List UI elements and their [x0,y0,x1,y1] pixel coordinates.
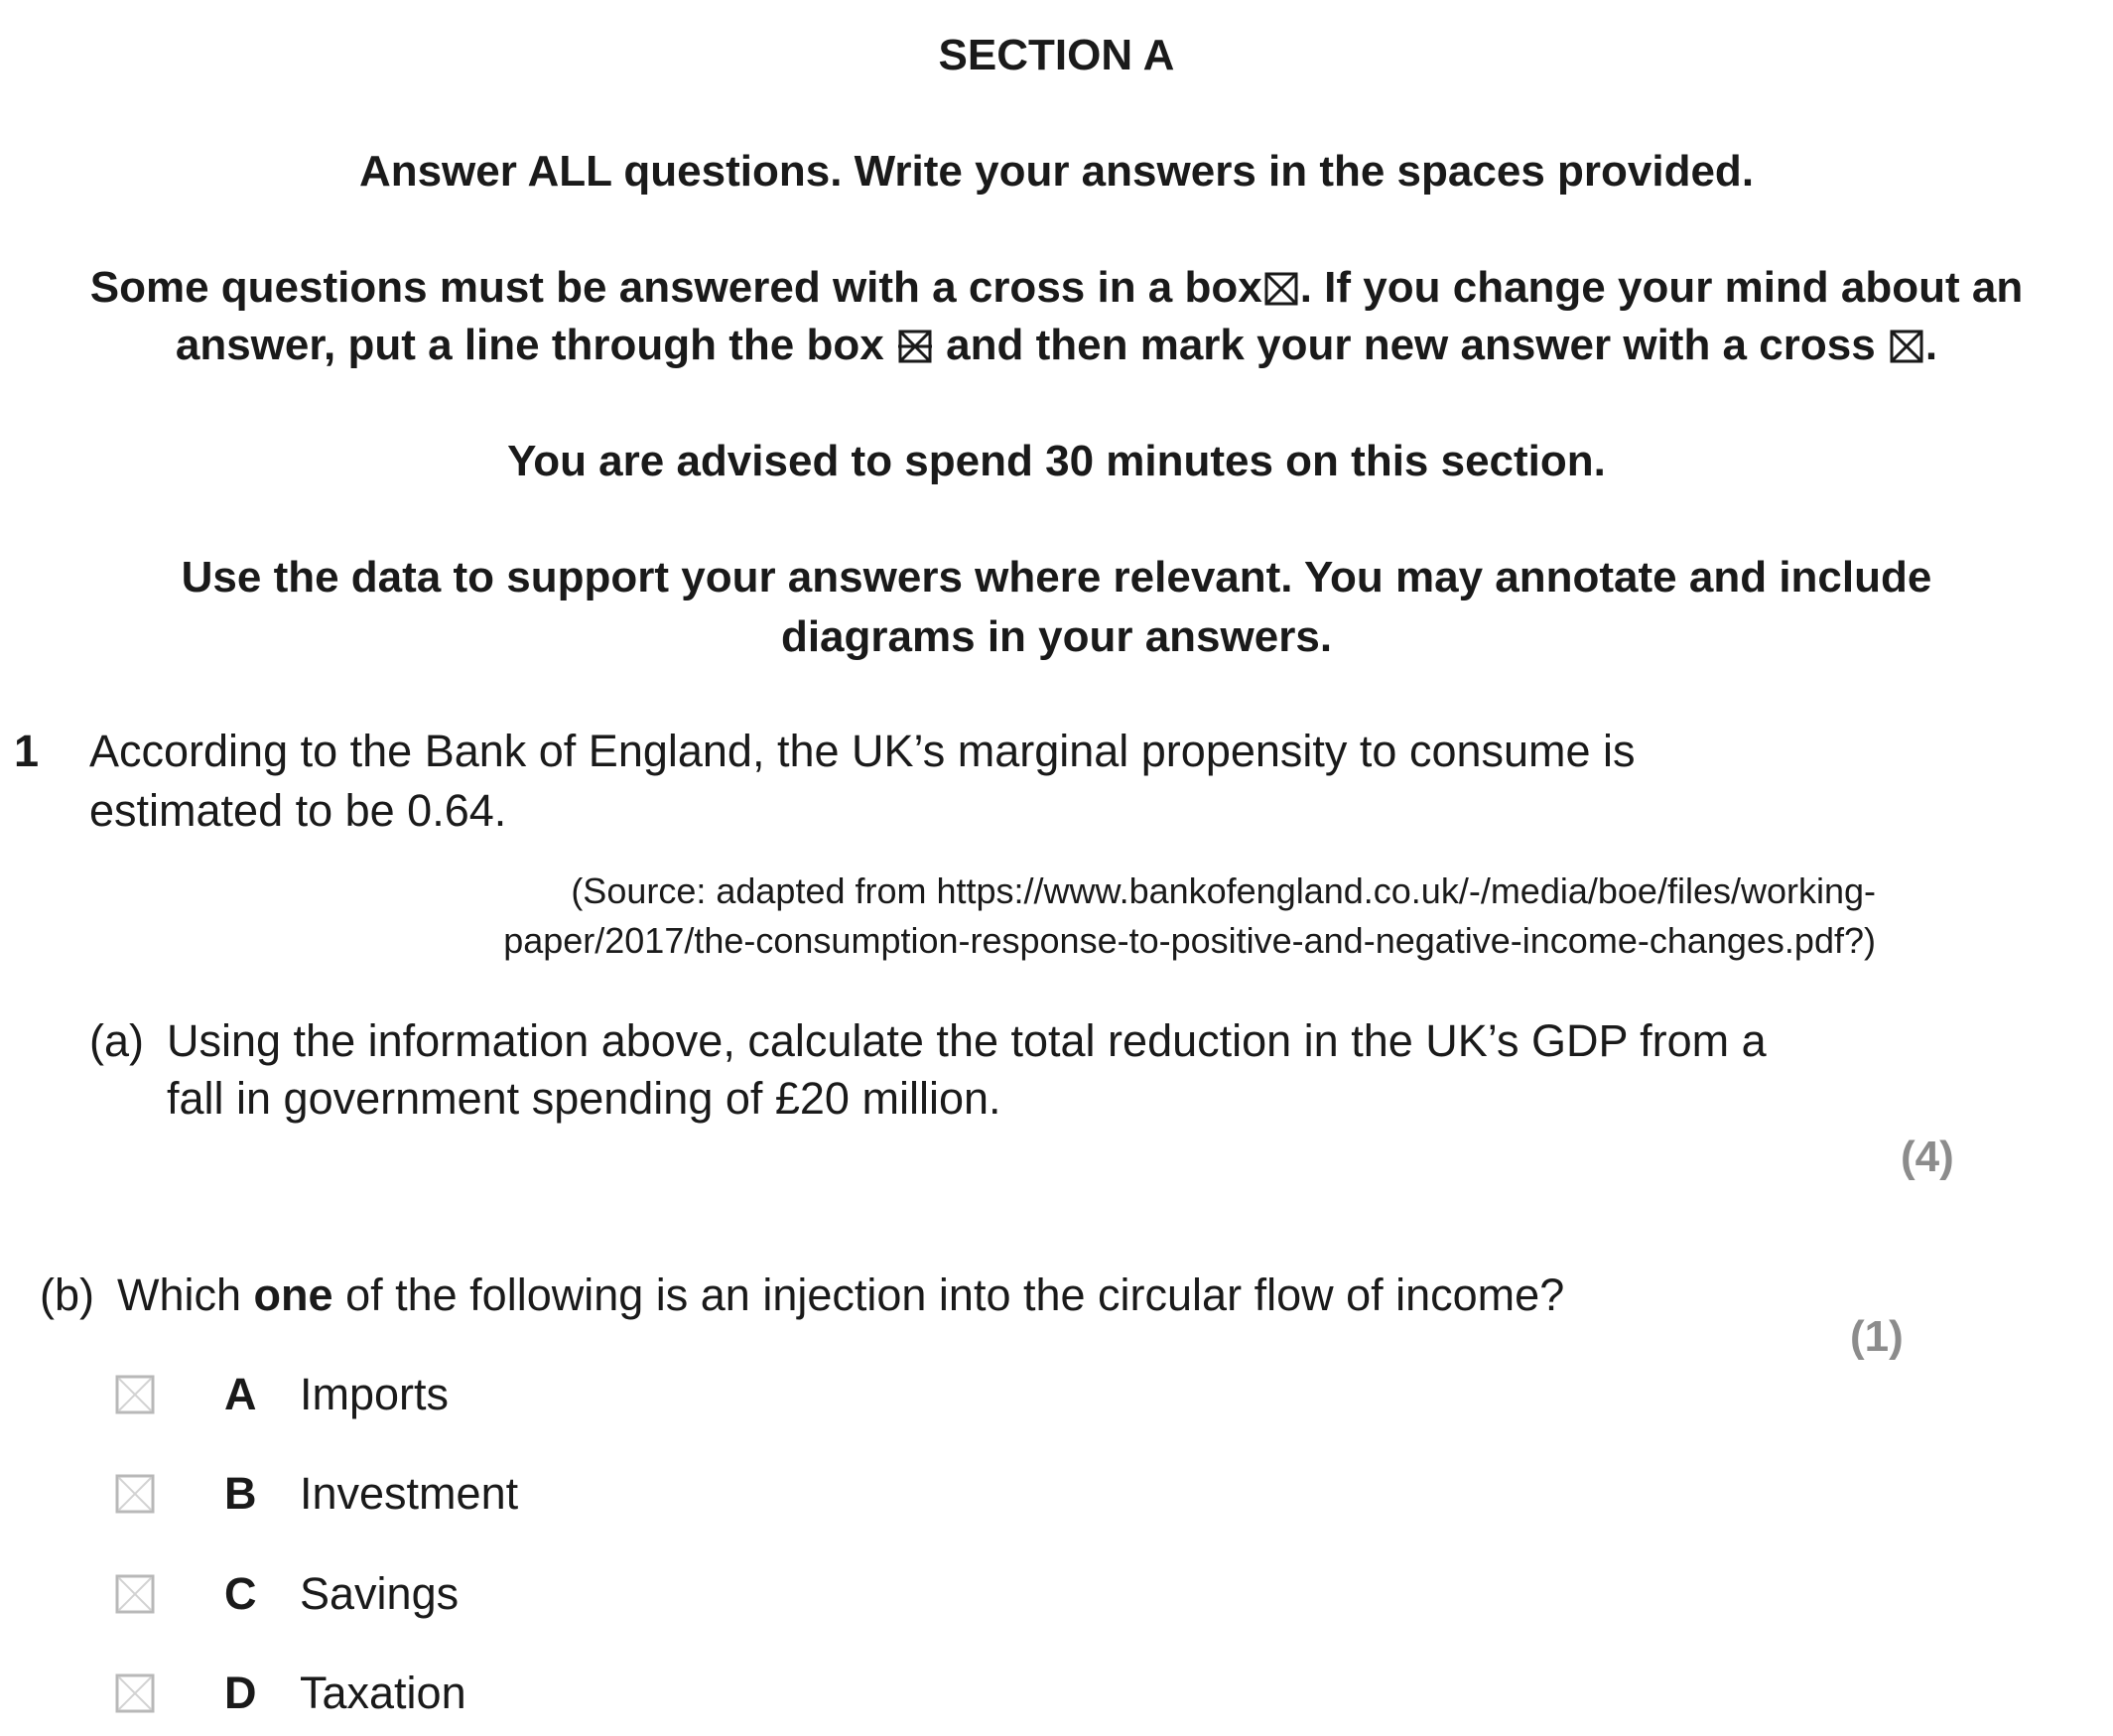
source-citation-line1: (Source: adapted from https://www.bankofengland.co.uk/-/media/boe/files/working- [571,870,1876,911]
instruction-cross-text-e: . [1924,321,1938,369]
option-label-c: Savings [300,1568,460,1619]
instruction-cross-box-line1 [0,258,2113,318]
instruction-data-line2: diagrams in your answers. [780,612,1333,661]
option-letter-a: A [224,1369,257,1419]
instruction-answer-all: Answer ALL questions. Write your answers in the spaces provided. [358,147,1755,196]
answer-checkbox-a[interactable] [115,1375,155,1414]
instruction-cross-text-d: and then mark your new answer with a cross [946,321,1876,369]
option-label-a: Imports [300,1369,450,1419]
instruction-cross-text-a: Some questions must be answered with a cross in a box [89,263,1262,312]
part-a-text-line1: Using the information above, calculate the total reduction in the UK’s GDP from a [167,1015,1767,1066]
part-a-text-line2: fall in government spending of £20 million. [167,1073,1001,1124]
part-a-marks: (4) [1901,1133,1954,1181]
part-b-question [117,1266,1564,1325]
part-b-text-pre: Which [117,1269,242,1320]
answer-checkbox-d[interactable] [115,1673,155,1713]
section-title: SECTION A [938,31,1175,79]
instruction-cross-text-c: answer, put a line through the box [175,321,884,369]
part-b-text-post: of the following is an injection into the circular flow of income? [345,1269,1565,1320]
instruction-cross-text-b: . If you change your mind about an [1299,263,2024,312]
question-number: 1 [14,726,40,776]
part-b-marks: (1) [1850,1312,1904,1361]
option-letter-c: C [224,1568,257,1619]
crossed-box-icon [1264,272,1298,306]
crossed-box-icon [1890,330,1923,363]
instruction-data-line1: Use the data to support your answers where relevant. You may annotate and include [181,553,1932,601]
answer-checkbox-b[interactable] [115,1474,155,1514]
answer-checkbox-c[interactable] [115,1574,155,1614]
question-stem-line1: According to the Bank of England, the UK’s marginal propensity to consume is [89,726,1636,776]
option-label-d: Taxation [300,1668,466,1718]
part-a-label: (a) [89,1015,144,1066]
instruction-time: You are advised to spend 30 minutes on this section. [507,437,1606,485]
instruction-cross-box-line2 [0,316,2113,375]
struck-crossed-box-icon [898,330,932,363]
option-letter-d: D [224,1668,257,1718]
part-b-text-bold: one [253,1269,333,1320]
question-stem-line2: estimated to be 0.64. [89,785,507,836]
part-b-label: (b) [40,1269,94,1320]
option-letter-b: B [224,1468,257,1519]
source-citation-line2: paper/2017/the-consumption-response-to-positive-and-negative-income-changes.pdf?) [503,920,1876,961]
option-label-b: Investment [300,1468,519,1519]
